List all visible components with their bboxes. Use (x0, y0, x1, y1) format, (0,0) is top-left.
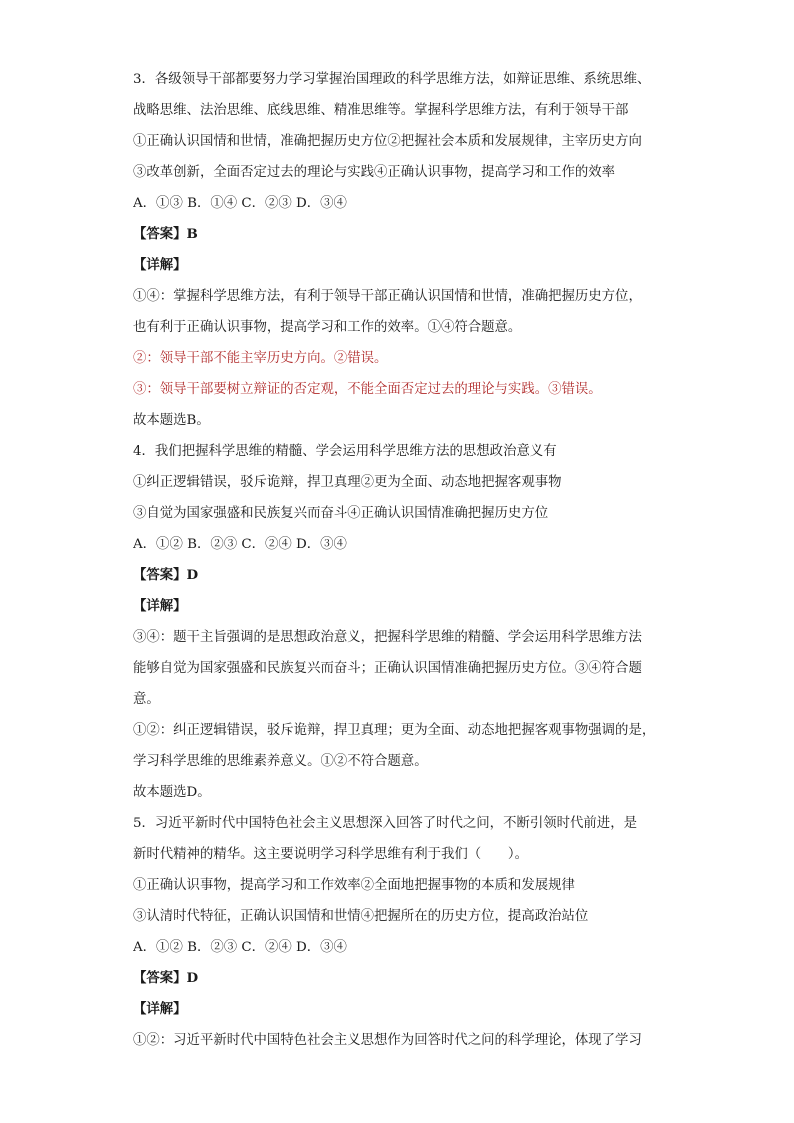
analysis-line: ①②：纠正逻辑错误，驳斥诡辩，捍卫真理；更为全面、动态地把握客观事物强调的是， (133, 723, 656, 738)
question-choices: A．①② B．②③ C．②④ D．③④ (133, 537, 347, 552)
question-option-line: ③改革创新，全面否定过去的理论与实践④正确认识事物，提高学习和工作的效率 (133, 165, 616, 180)
question-stem-line: 战略思维、法治思维、底线思维、精准思维等。掌握科学思维方法，有利于领导干部 (133, 103, 629, 118)
question-stem-line: 5．习近平新时代中国特色社会主义思想深入回答了时代之问，不断引领时代前进，是 (133, 816, 637, 831)
question-stem-line: 新时代精神的精华。这主要说明学习科学思维有利于我们（ ）。 (133, 847, 529, 862)
question-choices: A．①② B．②③ C．②④ D．③④ (133, 940, 347, 955)
question-option-line: ①正确认识国情和世情，准确把握历史方位②把握社会本质和发展规律，主宰历史方向 (133, 134, 642, 149)
analysis-line: 意。 (133, 692, 160, 707)
question-stem-line: 3．各级领导干部都要努力学习掌握治国理政的科学思维方法，如辩证思维、系统思维、 (133, 72, 651, 87)
analysis-line: 学习科学思维的思维素养意义。①②不符合题意。 (133, 754, 428, 769)
analysis-line: ③④：题干主旨强调的是思想政治意义，把握科学思维的精髓、学会运用科学思维方法 (133, 630, 642, 645)
conclusion-line: 故本题选B。 (133, 413, 210, 428)
question-option-line: ①纠正逻辑错误，驳斥诡辩，捍卫真理②更为全面、动态地把握客观事物 (133, 475, 562, 490)
question-option-line: ③自觉为国家强盛和民族复兴而奋斗④正确认识国情准确把握历史方位 (133, 506, 549, 521)
analysis-line: 也有利于正确认识事物，提高学习和工作的效率。①④符合题意。 (133, 320, 522, 335)
analysis-line: ②：领导干部不能主宰历史方向。②错误。 (133, 351, 388, 366)
analysis-line: ①②：习近平新时代中国特色社会主义思想作为回答时代之问的科学理论，体现了学习 (133, 1033, 642, 1048)
conclusion-line: 故本题选D。 (133, 785, 211, 800)
detail-label: 【详解】 (133, 257, 187, 273)
answer-label: 【答案】B (133, 226, 198, 242)
question-option-line: ③认清时代特征，正确认识国情和世情④把握所在的历史方位，提高政治站位 (133, 909, 589, 924)
analysis-line: ①④：掌握科学思维方法，有利于领导干部正确认识国情和世情，准确把握历史方位， (133, 289, 642, 304)
analysis-line: 能够自觉为国家强盛和民族复兴而奋斗；正确认识国情准确把握历史方位。③④符合题 (133, 661, 642, 676)
detail-label: 【详解】 (133, 598, 187, 614)
analysis-line: ③：领导干部要树立辩证的否定观，不能全面否定过去的理论与实践。③错误。 (133, 382, 602, 397)
detail-label: 【详解】 (133, 1001, 187, 1017)
question-stem-line: 4．我们把握科学思维的精髓、学会运用科学思维方法的思想政治意义有 (133, 444, 557, 459)
answer-label: 【答案】D (133, 970, 199, 986)
question-choices: A．①③ B．①④ C．②③ D．③④ (133, 196, 347, 211)
question-option-line: ①正确认识事物，提高学习和工作效率②全面地把握事物的本质和发展规律 (133, 878, 575, 893)
document-body (133, 64, 673, 1056)
answer-label: 【答案】D (133, 567, 199, 583)
